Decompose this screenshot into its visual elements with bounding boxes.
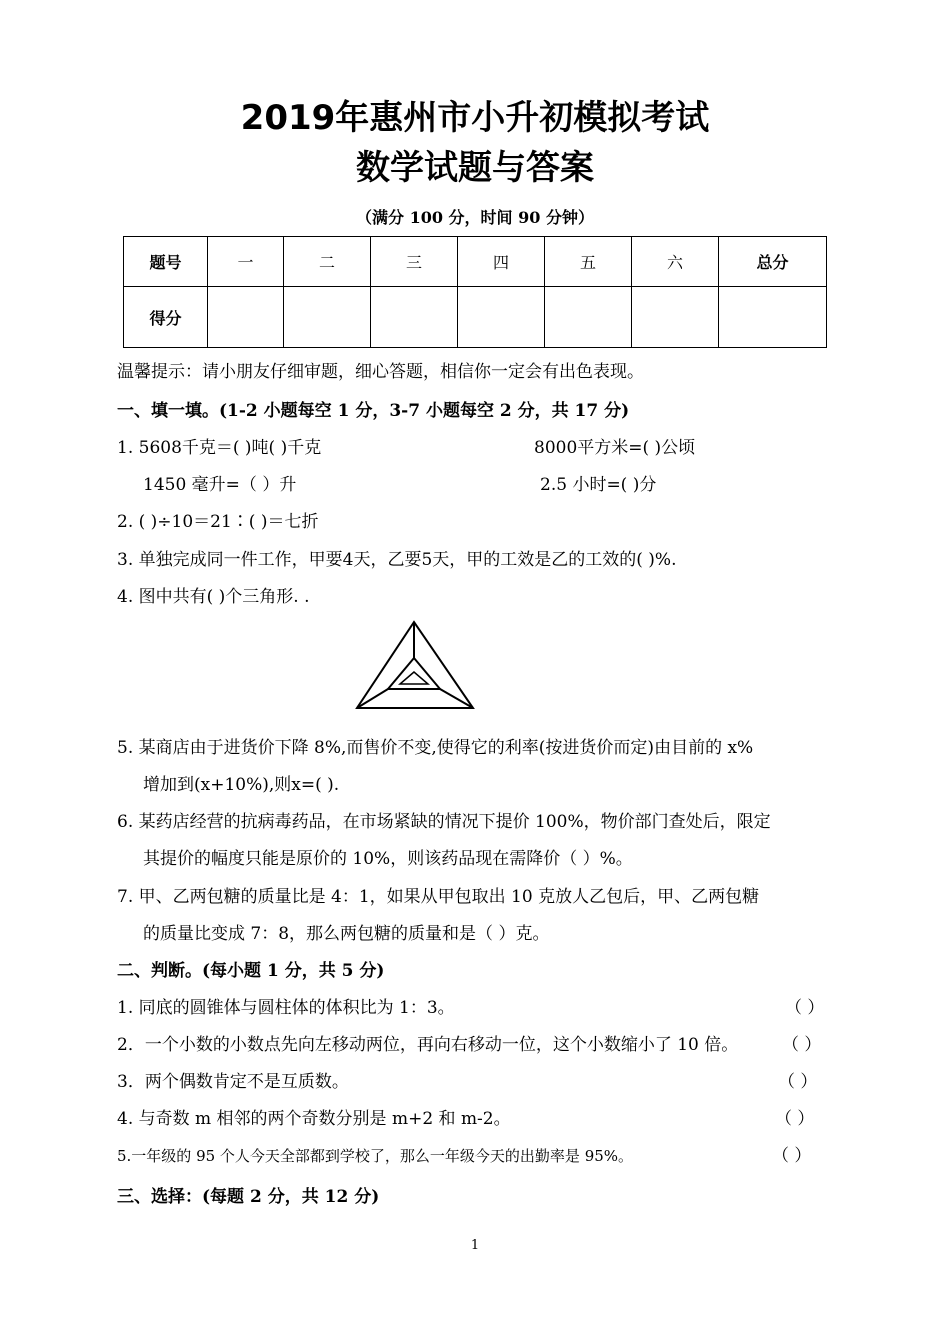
question-4: 4. 图中共有( )个三角形. . <box>117 587 310 607</box>
score-header-cell: 六 <box>632 237 719 287</box>
question-1c: 1450 毫升=（ ）升 <box>143 475 297 495</box>
question-1b: 8000平方米=( )公顷 <box>534 438 696 458</box>
score-row-label: 得分 <box>124 287 208 348</box>
page-title: 2019年惠州市小升初模拟考试 <box>240 98 710 138</box>
question-5a: 5. 某商店由于进货价下降 8%,而售价不变,使得它的利率(按进货价而定)由目前的 x% <box>117 738 754 758</box>
score-cell <box>632 287 719 348</box>
tip-text: 温馨提示：请小朋友仔细审题，细心答题，相信你一定会有出色表现。 <box>117 362 644 382</box>
question-3: 3. 单独完成同一件工作，甲要4天，乙要5天，甲的工效是乙的工效的( )%. <box>117 550 677 570</box>
score-header-cell: 三 <box>371 237 458 287</box>
score-cell <box>284 287 371 348</box>
score-header-cell: 一 <box>208 237 284 287</box>
question-7b: 的质量比变成 7：8，那么两包糖的质量和是（ ）克。 <box>143 924 550 944</box>
judge-answer-paren: （ ） <box>772 1146 812 1166</box>
score-header-cell: 二 <box>284 237 371 287</box>
score-cell <box>208 287 284 348</box>
question-6a: 6. 某药店经营的抗病毒药品，在市场紧缺的情况下提价 100%，物价部门查处后，限定 <box>117 812 771 832</box>
question-5b: 增加到(x+10%),则x=( ). <box>143 775 340 795</box>
page-subtitle: （满分 100 分，时间 90 分钟） <box>356 208 594 227</box>
judge-item-text: 1. 同底的圆锥体与圆柱体的体积比为 1：3。 <box>117 998 455 1018</box>
judge-item-text: 5.一年级的 95 个人今天全部都到学校了，那么一年级今天的出勤率是 95%。 <box>117 1147 634 1165</box>
score-header-cell: 题号 <box>124 237 208 287</box>
score-cell <box>545 287 632 348</box>
judge-answer-paren: （ ） <box>782 1035 822 1055</box>
judge-answer-paren: （ ） <box>775 1109 815 1129</box>
score-table-score-row <box>124 287 827 348</box>
section3-heading: 三、选择：(每题 2 分，共 12 分) <box>117 1187 380 1207</box>
judge-item-text: 2．一个小数的小数点先向左移动两位，再向右移动一位，这个小数缩小了 10 倍。 <box>117 1035 739 1055</box>
section1-heading: 一、填一填。(1-2 小题每空 1 分，3-7 小题每空 2 分，共 17 分) <box>117 401 630 421</box>
connector-line <box>440 689 473 708</box>
inner-triangle <box>400 672 428 684</box>
judge-item-text: 4. 与奇数 m 相邻的两个奇数分别是 m+2 和 m-2。 <box>117 1109 511 1129</box>
section2-heading: 二、判断。(每小题 1 分，共 5 分) <box>117 961 385 981</box>
judge-answer-paren: （ ） <box>778 1072 818 1092</box>
judge-item-text: 3．两个偶数肯定不是互质数。 <box>117 1072 349 1092</box>
score-table <box>123 236 827 348</box>
question-1a: 1. 5608千克＝( )吨( )千克 <box>117 438 322 458</box>
page-title-line2: 数学试题与答案 <box>356 148 594 188</box>
connector-line <box>357 689 388 708</box>
score-cell <box>458 287 545 348</box>
score-header-cell: 总分 <box>719 237 827 287</box>
page-number: 1 <box>470 1238 480 1253</box>
judge-answer-paren: （ ） <box>785 998 825 1018</box>
question-6b: 其提价的幅度只能是原价的 10%，则该药品现在需降价（ ）%。 <box>143 849 633 869</box>
score-cell <box>719 287 827 348</box>
triangle-figure <box>355 620 475 712</box>
question-7a: 7. 甲、乙两包糖的质量比是 4：1，如果从甲包取出 10 克放人乙包后，甲、乙两包糖 <box>117 887 760 907</box>
score-cell <box>371 287 458 348</box>
score-table-header-row <box>124 237 827 287</box>
question-2: 2. ( )÷10＝21∶( )＝七折 <box>117 512 319 532</box>
question-1d: 2.5 小时=( )分 <box>540 475 657 495</box>
score-header-cell: 五 <box>545 237 632 287</box>
score-header-cell: 四 <box>458 237 545 287</box>
